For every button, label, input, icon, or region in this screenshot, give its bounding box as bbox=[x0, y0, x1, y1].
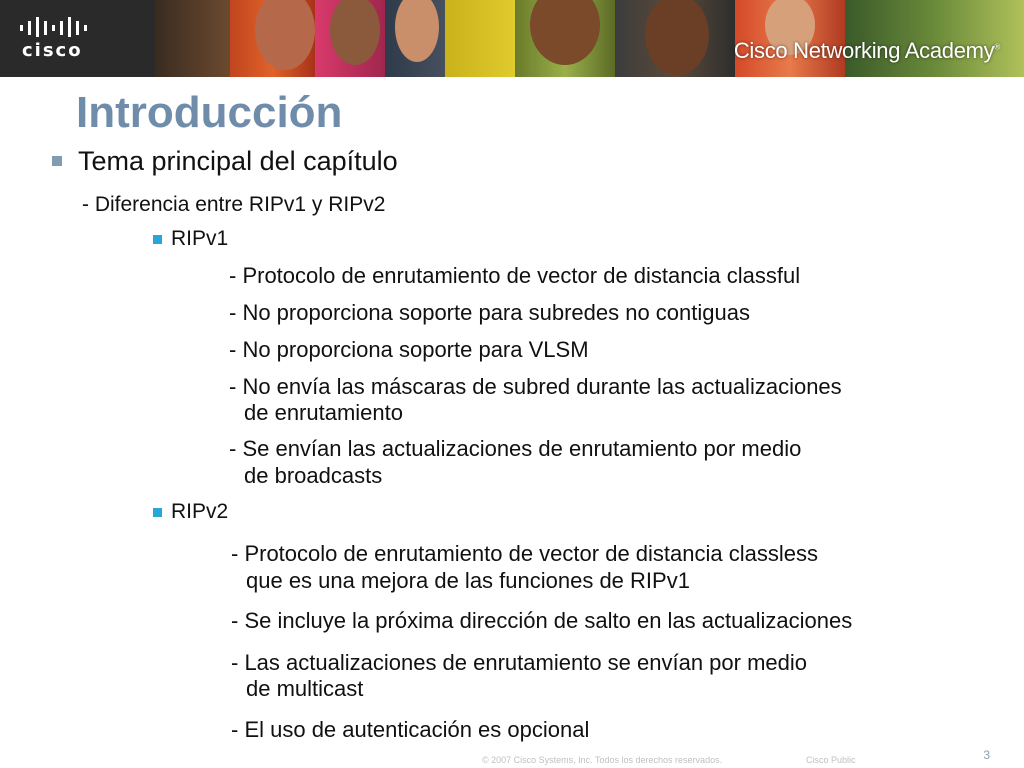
ripv2-point: - Las actualizaciones de enrutamiento se envían por medio bbox=[231, 650, 808, 675]
ripv2-point: - Se incluye la próxima dirección de salto en las actualizaciones bbox=[231, 608, 853, 633]
ripv1-point: - No proporciona soporte para subredes no contiguas bbox=[229, 300, 750, 325]
bullet-icon bbox=[153, 508, 162, 517]
cisco-logo-text: cisco bbox=[22, 40, 83, 61]
academy-wordmark bbox=[734, 38, 1000, 64]
classification-label: Cisco Public bbox=[806, 755, 856, 765]
page-number: 3 bbox=[983, 748, 990, 762]
ripv1-point-cont: de enrutamiento bbox=[244, 400, 403, 425]
ripv1-point: - No proporciona soporte para VLSM bbox=[229, 337, 589, 362]
topic-heading: Tema principal del capítulo bbox=[78, 146, 398, 176]
ripv1-point: - No envía las máscaras de subred durante las actualizaciones bbox=[229, 374, 842, 399]
cisco-bridge-icon bbox=[20, 17, 92, 37]
ripv1-label: RIPv1 bbox=[171, 227, 229, 250]
cisco-logo bbox=[0, 0, 155, 77]
ripv2-point-cont: que es una mejora de las funciones de RIPv1 bbox=[246, 568, 690, 593]
header-banner bbox=[0, 0, 1024, 77]
ripv2-point-cont: de multicast bbox=[246, 676, 364, 701]
ripv1-point: - Se envían las actualizaciones de enrutamiento por medio bbox=[229, 436, 802, 461]
ripv1-point: - Protocolo de enrutamiento de vector de distancia classful bbox=[229, 263, 801, 288]
bullet-icon bbox=[52, 156, 62, 166]
ripv1-point-cont: de broadcasts bbox=[244, 463, 383, 488]
slide-title: Introducción bbox=[76, 88, 343, 137]
ripv2-point: - Protocolo de enrutamiento de vector de distancia classless bbox=[231, 541, 818, 566]
ripv2-label: RIPv2 bbox=[171, 500, 229, 523]
ripv2-point: - El uso de autenticación es opcional bbox=[231, 717, 590, 742]
bullet-icon bbox=[153, 235, 162, 244]
copyright-notice: © 2007 Cisco Systems, Inc. Todos los derechos reservados. bbox=[482, 755, 723, 765]
registered-mark: ® bbox=[994, 42, 1000, 52]
subtopic-line: - Diferencia entre RIPv1 y RIPv2 bbox=[82, 193, 386, 216]
academy-label: Cisco Networking Academy bbox=[733, 38, 995, 63]
